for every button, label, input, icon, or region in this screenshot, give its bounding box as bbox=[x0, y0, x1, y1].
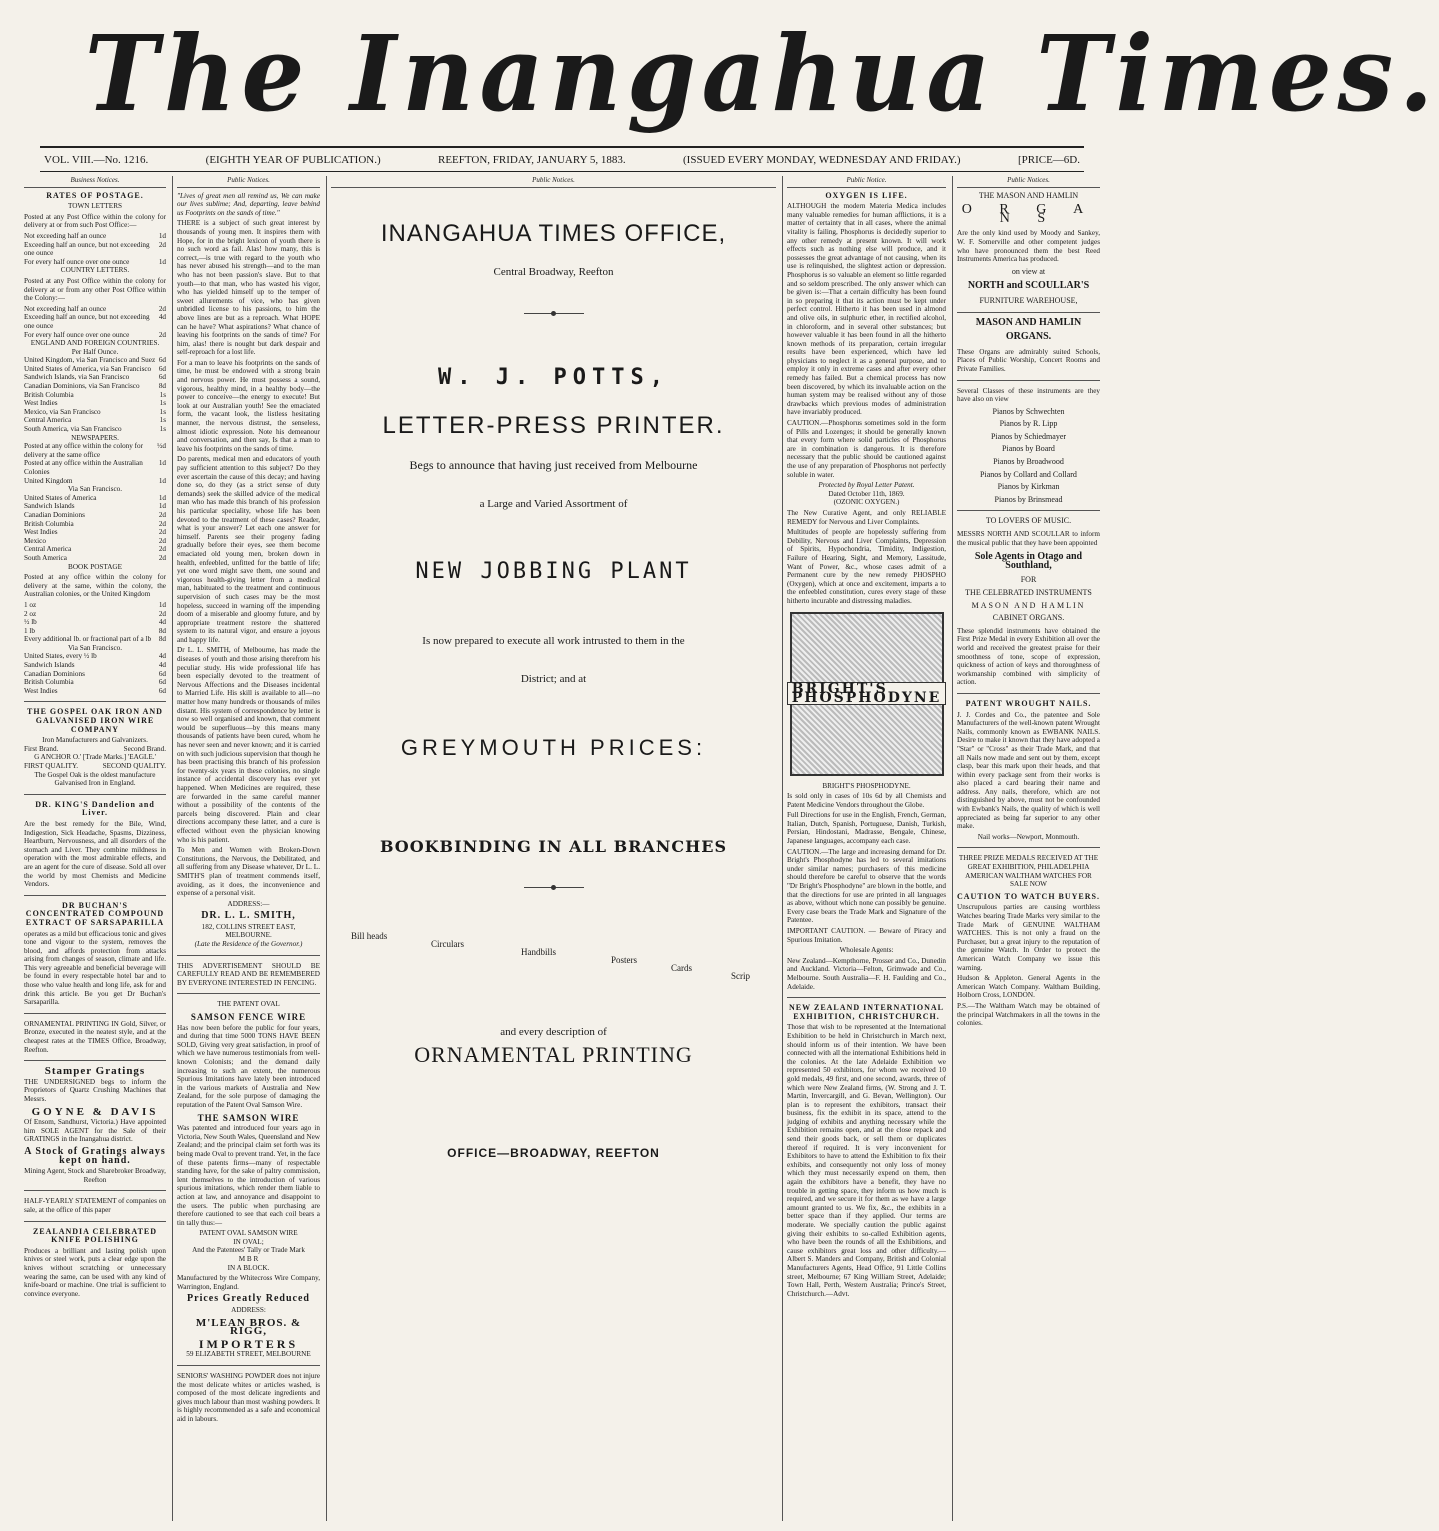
printed-item: Bill heads bbox=[351, 931, 388, 942]
town-rates-list bbox=[24, 232, 166, 266]
rate-row bbox=[24, 331, 166, 340]
in-oval: IN OVAL; bbox=[233, 1237, 264, 1246]
rate-value: 1s bbox=[159, 390, 166, 399]
furniture-warehouse: FURNITURE WAREHOUSE, bbox=[979, 295, 1078, 305]
rate-label: South America bbox=[24, 553, 67, 562]
sf-rates-list bbox=[24, 494, 166, 563]
column-1 bbox=[20, 176, 170, 1521]
important-caution: IMPORTANT CAUTION. — Beware of Piracy and Spurious Imitation. bbox=[787, 927, 946, 944]
greymouth-prices: GREYMOUTH PRICES: bbox=[400, 734, 707, 760]
piano-item: Pianos by Board bbox=[1002, 444, 1055, 454]
rate-row bbox=[24, 477, 166, 486]
every-description: and every description of bbox=[500, 1026, 607, 1039]
rate-row bbox=[24, 520, 166, 529]
adapted-text: These Organs are admirably suited Schools, Places of Public Worship, Concert Rooms and Private Families. bbox=[957, 347, 1100, 373]
printed-item: Circulars bbox=[431, 939, 464, 950]
exhibition-title: NEW ZEALAND INTERNATIONAL EXHIBITION, CHRISTCHURCH. bbox=[789, 1003, 944, 1021]
rate-row bbox=[24, 408, 166, 417]
rate-value: 6d bbox=[158, 373, 166, 382]
waltham: AMERICAN WALTHAM WATCHES FOR SALE NOW bbox=[965, 871, 1092, 889]
printed-item: Cards bbox=[671, 963, 692, 974]
patent-nails-title: PATENT WROUGHT NAILS. bbox=[965, 698, 1092, 708]
rate-value: 2d bbox=[158, 528, 166, 537]
rate-row bbox=[24, 687, 166, 696]
zealandia-text: Produces a brilliant and lasting polish upon knives or steel work, puts a clear edge upon the knives without scratching or unnecessary wearing the same, can be used with any kind of knife-board or machine. One trial is sufficient to convince everyone. bbox=[24, 1246, 166, 1298]
lovers-of-music: TO LOVERS OF MUSIC. bbox=[985, 516, 1072, 526]
gospel-oak-sub: Iron Manufacturers and Galvanizers. bbox=[42, 736, 148, 745]
rate-value: 1s bbox=[159, 425, 166, 434]
mason-hamlin-3: MASON AND HAMLIN bbox=[971, 600, 1086, 610]
rate-label: Central America bbox=[24, 416, 72, 425]
rate-label: Not exceeding half an ounce bbox=[24, 304, 107, 313]
rate-row bbox=[24, 391, 166, 400]
gospel-oak-text: The Gospel Oak is the oldest manufacture Galvanised Iron in England. bbox=[34, 770, 156, 788]
rate-row bbox=[24, 373, 166, 382]
additional-rate: Every additional lb. or fractional part of a lb 8d bbox=[24, 635, 166, 644]
buchan-text: operates as a mild but efficacious tonic and gives tone and vigour to the system, removes the blood, and affords protection from attacks arising from changes of season, climate and life. This very agreeable and beneficial beverage will be found in every respectable hotel bar and to those who value health and long life, ask for and drink this article. Be you get Dr Buchan's Sarsaparilla. bbox=[24, 929, 166, 1007]
trade-marks: G ANCHOR O.' [Trade Marks.] 'EAGLE.' bbox=[34, 753, 156, 762]
caution-watch-text: Unscrupulous parties are causing worthless Watches bearing Trade Marks very similar to the Trade Mark of GENUINE WALTHAM WATCHES. This is not only a fraud on the Purchaser, but a great injury to the reputation of the genuine Watch. In Order to protect the American Watch Company we issue this warning. bbox=[957, 903, 1100, 972]
ozonic: (OZONIC OXYGEN.) bbox=[833, 498, 900, 507]
rate-label: Not exceeding half an ounce bbox=[24, 231, 107, 240]
mclean-bros: M'LEAN BROS. & RIGG, bbox=[195, 1316, 302, 1338]
rate-row bbox=[24, 511, 166, 520]
rate-row bbox=[24, 678, 166, 687]
rate-label: United States of America bbox=[24, 493, 97, 502]
rate-value: 2d bbox=[158, 519, 166, 528]
rate-value: 6d bbox=[158, 364, 166, 373]
rate-label: Canadian Dominions bbox=[24, 510, 85, 519]
rate-row bbox=[24, 305, 166, 314]
column-heading: Public Notices. bbox=[957, 176, 1100, 188]
celebrated: THE CELEBRATED INSTRUMENTS bbox=[965, 588, 1092, 597]
patent-oval: THE PATENT OVAL bbox=[217, 1000, 280, 1009]
country-letters-text: Posted at any Post Office within the colony for delivery at or from any other Post Office within the Colony:— bbox=[24, 276, 166, 303]
rate-value: 4d bbox=[158, 618, 166, 627]
caution-text: CAUTION.—Phosphorus sometimes sold in the form of Pills and Lozenges; it should be generally known that every form where solid particles of Phosphorus are in combination is dangerous. It is therefore necessary that the public should be cautioned against the use of any preparation of Phosphorus not perfectly soluble in water. bbox=[787, 419, 946, 479]
nail-works: Nail works—Newport, Monmouth. bbox=[977, 832, 1080, 841]
piano-item: Pianos by R. Lipp bbox=[999, 419, 1058, 429]
prepared: Is now prepared to execute all work intrusted to them in the bbox=[422, 634, 685, 647]
masthead-title: The Inangahua Times. bbox=[84, 12, 1439, 135]
column-3 bbox=[326, 176, 780, 1521]
office-name: INANGAHUA TIMES OFFICE, bbox=[380, 219, 727, 247]
rate-label: Posted at any office within the Australian Colonies bbox=[24, 459, 143, 476]
organs-2: ORGANS. bbox=[1005, 331, 1052, 343]
mason-hamlin: THE MASON AND HAMLIN bbox=[978, 190, 1079, 200]
rate-value: 2d bbox=[158, 510, 166, 519]
book-postage-text: Posted at any office within the colony for delivery at the same, within the colony, the Australian colonies, or the United Kingdom bbox=[24, 573, 166, 599]
rate-value: 6d bbox=[158, 678, 166, 687]
rate-value: 1d bbox=[158, 476, 166, 485]
newspaper-rates-list bbox=[24, 442, 166, 485]
messrs-text: MESSRS NORTH AND SCOULLAR to inform the musical public that they have been appointed bbox=[957, 530, 1100, 547]
town-letters-text: Posted at any Post Office within the colony for delivery at or from such Post Office:— bbox=[24, 212, 166, 230]
book-postage-heading: BOOK POSTAGE bbox=[68, 562, 122, 571]
rate-value: 1s bbox=[159, 416, 166, 425]
rate-value: 6d bbox=[158, 669, 166, 678]
rate-row bbox=[24, 399, 166, 408]
rate-label: Posted at any office within the colony for delivery at the same office bbox=[24, 442, 144, 459]
jobbing-plant: NEW JOBBING PLANT bbox=[415, 559, 692, 585]
office-broadway: OFFICE—BROADWAY, REEFTON bbox=[447, 1146, 660, 1161]
rate-label: British Columbia bbox=[24, 678, 74, 687]
organs-heading: O R G A N S bbox=[961, 202, 1096, 226]
book-rates-list bbox=[24, 601, 166, 635]
rate-label: Exceeding half an ounce, but not exceeding one ounce bbox=[24, 240, 150, 258]
samson-text: Has now been before the public for four years, and during that time 5000 TONS HAVE BEEN SOLD, Giving very great satisfaction, in proof of which we have numerous testimonials from well-known Colonists; and the demand daily increasing to such an extent, the numerous Spurious Imitations have lately been introduced in the various markets of Australia and New Zealand, for the sole purpose of damaging the reputation of the Patent Oval Samson Wire. bbox=[177, 1023, 320, 1109]
letter-press-printer: LETTER-PRESS PRINTER. bbox=[382, 412, 725, 440]
rate-value: 6d bbox=[158, 686, 166, 695]
rate-value: 1s bbox=[159, 407, 166, 416]
rate-value: 1d bbox=[158, 502, 166, 511]
proprietor-name: W. J. POTTS, bbox=[438, 364, 669, 390]
rate-row bbox=[24, 545, 166, 554]
columns bbox=[20, 176, 1104, 1521]
rate-label: For every half ounce over one ounce bbox=[24, 330, 130, 339]
gospel-oak-title: THE GOSPEL OAK IRON AND GALVANISED IRON WIRE COMPANY bbox=[27, 707, 163, 734]
rate-value: 4d bbox=[158, 661, 166, 670]
address-label: ADDRESS:— bbox=[227, 899, 270, 908]
stamper-title: Stamper Gratings bbox=[44, 1065, 146, 1078]
rate-value: 2d bbox=[158, 545, 166, 554]
piano-item: Pianos by Kirkman bbox=[997, 482, 1060, 492]
rate-label: United Kingdom bbox=[24, 476, 73, 485]
foreign-heading: ENGLAND AND FOREIGN COUNTRIES. bbox=[30, 339, 160, 348]
caution-watch-title: CAUTION TO WATCH BUYERS. bbox=[957, 891, 1100, 901]
rate-row bbox=[24, 313, 166, 330]
rate-row bbox=[24, 554, 166, 563]
rate-label: British Columbia bbox=[24, 390, 74, 399]
rate-value: 2d bbox=[158, 304, 166, 313]
article-paragraph: To Men and Women with Broken-Down Constitutions, the Nervous, the Debilitated, and all suffering from any Disease whatever, Dr L. L. SMITH'S plan of treatment commends itself, avoiding, as it does, the inconvenience and expense of a personal visit. bbox=[177, 846, 320, 898]
brights-title: BRIGHT'S PHOSPHODYNE. bbox=[822, 781, 911, 790]
rate-value: 1d bbox=[158, 257, 166, 266]
protected: Protected by Royal Letter Patent. bbox=[818, 481, 915, 490]
rate-label: Sandwich Islands, via San Francisco bbox=[24, 373, 130, 382]
rate-label: West Indies bbox=[24, 686, 58, 695]
country-rates-list bbox=[24, 305, 166, 339]
volume-number: VOL. VIII.—No. 1216. bbox=[44, 153, 149, 166]
rate-label: 2 oz bbox=[24, 609, 37, 618]
goyne-davis: GOYNE & DAVIS bbox=[31, 1105, 159, 1118]
several-classes: Several Classes of these instruments are they have also on view bbox=[957, 386, 1100, 404]
separator bbox=[524, 887, 584, 888]
rate-label: British Columbia bbox=[24, 519, 74, 528]
rate-row bbox=[24, 610, 166, 619]
exhibition-text: Those that wish to be represented at the International Exhibition to be held in Christchurch in March next, should inform us of their intention. We have been connected with all the international Exhibitions held in the colonies. At the late Adelaide Exhibition we represented 50 exhibitors, for whom we received 10 gold medals, 49 first, and one second, awards, three of which were New Zealand firms, (W. Strong and J. T. Martin, Invercargill, and G. Bevan, Wellington). Our plan is to represent the exhibitors, transact their business, fix the exhibit in its space, attend to the judging of exhibits and anything necessary while the Exhibition remains open, and at the close repack and send their goods back, or sell them or duplicates thereof if required. It is very inconvenient for Exhibitors to have to attend the Exhibition to fix their exhibits, and consequently not only loss of money which they must necessarily expend on them, then again the exhibitors have a benefit, they have no trouble in getting space, they inform us how much is required, and we secure it for them as we have a large amount granted to us. We fix, &c., the exhibits in a better space than if they applied. Our terms are moderate. We specially caution the public against giving their exhibits to so-called Exhibition agents, who have been the rounds of all the Exhibitions, and cause exhibitors great loss and other difficulty.—Albert S. Manders and Company, British and Colonial Manufacturers Agents, Head Office, 91 Little Collins street, Melbourne; 67 King William Street, Adelaide; Town Hall, Perth, Western Australia; Prince's Street, Christchurch.—Advt. bbox=[787, 1023, 946, 1298]
sf2-rates-list bbox=[24, 652, 166, 695]
zealandia-title: ZEALANDIA CELEBRATED KNIFE POLISHING bbox=[32, 1226, 158, 1245]
column-heading: Business Notices. bbox=[24, 176, 166, 188]
importers: IMPORTERS bbox=[198, 1336, 299, 1351]
rate-value: 8d bbox=[158, 382, 166, 391]
doctor-address-1: 182, COLLINS STREET EAST, bbox=[201, 922, 296, 931]
rate-row bbox=[24, 618, 166, 627]
rate-row bbox=[24, 382, 166, 391]
directions: Full Directions for use in the English, French, German, Italian, Dutch, Spanish, Portuguese, Danish, Turkish, Persian, Hindostani, Madrasse, Bengale, Chinese, Japanese languages, accompany each case. bbox=[787, 811, 946, 846]
wholesale-agents: New Zealand—Kempthorne, Prosser and Co., Dunedin and Auckland. Victoria—Felton, Grimwade and Co., Melbourne. South Australia—F. H. Faulding and Co., Adelaide. bbox=[787, 956, 946, 991]
dated: Dated October 11th, 1869. bbox=[828, 489, 905, 498]
piano-list bbox=[957, 408, 1100, 505]
rate-value: 2d bbox=[158, 553, 166, 562]
wholesale-heading: Wholesale Agents: bbox=[839, 946, 894, 955]
in-block: IN A BLOCK. bbox=[227, 1263, 270, 1272]
oxygen-title: OXYGEN IS LIFE. bbox=[825, 190, 908, 200]
postscript: P.S.—The Waltham Watch may be obtained of the principal Watchmakers in all the towns in the colonies. bbox=[957, 1001, 1100, 1028]
seniors-washing-powder: SENIORS' WASHING POWDER does not injure the most delicate whites or articles washed, is composed of the most delicate ingredients and gives much labour than most washing powders. It is highly recommended as a safe and economical aid in labours. bbox=[177, 1372, 320, 1423]
piano-item: Pianos by Schwechten bbox=[992, 406, 1065, 416]
rate-value: 6d bbox=[158, 356, 166, 365]
elizabeth-street: 59 ELIZABETH STREET, MELBOURNE bbox=[186, 1350, 311, 1359]
postage-title: RATES OF POSTAGE. bbox=[46, 190, 144, 200]
patent-oval-2: PATENT OVAL SAMSON WIRE bbox=[199, 1229, 298, 1238]
mining-agent: Mining Agent, Stock and Sharebroker Broadway, Reefton bbox=[24, 1167, 166, 1184]
quality-row: FIRST QUALITY. SECOND QUALITY. bbox=[24, 762, 166, 770]
year-of-publication: (EIGHTH YEAR OF PUBLICATION.) bbox=[205, 153, 381, 166]
rate-row bbox=[24, 528, 166, 537]
rate-value: 2d bbox=[158, 240, 166, 249]
price: [PRICE—6D. bbox=[1017, 153, 1080, 166]
doctor-address-2: MELBOURNE. bbox=[225, 931, 272, 940]
rate-label: Sandwich Islands bbox=[24, 661, 75, 670]
stock-of-gratings: A Stock of Gratings always kept on hand. bbox=[24, 1145, 166, 1166]
office-address: Central Broadway, Reefton bbox=[493, 266, 614, 279]
rate-label: ½ lb bbox=[24, 618, 37, 627]
north-scoullar: NORTH and SCOULLAR'S bbox=[967, 280, 1090, 292]
rate-label: For every half ounce over one ounce bbox=[24, 257, 130, 266]
rate-value: 1d bbox=[158, 459, 166, 468]
rate-label: 1 oz bbox=[24, 600, 37, 609]
fencing-advert: THIS ADVERTISEMENT SHOULD BE CAREFULLY READ AND BE REMEMBERED BY EVERYONE INTERESTED IN FENCING. bbox=[177, 961, 320, 987]
rate-label: Canadian Dominions bbox=[24, 669, 85, 678]
patent-nails-text: J. J. Cordes and Co., the patentee and Sole Manufacturers of the well-known patent Wrought Nails, commonly known as EWBANK NAILS. Desire to make it known that they have adopted a "Star" or "Cross" as their Trade Mark, and that all Nails now made and sent out by them, except clasp, bear this mark upon their heads, and that within every package sent from their works is also placed a card bearing their name and address. Any nails, therefore, which are not distinguished by above, must not be confounded with Ewbank's Nails, the quality of which is well appreciated as being far superior to any other make. bbox=[957, 710, 1100, 831]
town-letters-heading: TOWN LETTERS bbox=[68, 202, 122, 211]
bookbinding: BOOKBINDING IN ALL BRANCHES bbox=[379, 836, 728, 856]
for: FOR bbox=[1020, 575, 1037, 585]
brand-row: First Brand. Second Brand. bbox=[24, 744, 166, 753]
rate-row bbox=[24, 627, 166, 636]
rate-row bbox=[24, 258, 166, 267]
splendid-text: These splendid instruments have obtained the First Prize Medal in every Exhibition all over the world and received the greatest praise for their smoothness of tone, scope of expression, quickness of action of keys and thoroughness of workmanship combined with simplicity of action. bbox=[957, 626, 1100, 687]
rate-label: West Indies bbox=[24, 528, 58, 537]
samson-text-2: Was patented and introduced four years ago in Victoria, New South Wales, Queensland and New Zealand; and the principal claim set forth was its being made Oval to prevent trand. Yet, in the face of these patents firms—many of respectable standing have, for the sake of paltry commission, lent themselves to the introduction of various spurious imitations, which render them liable to action at law, and annoyance and disappoint to the users. The public when purchasing are therefore cautioned to see that each coil bears a tin tally thus:— bbox=[177, 1124, 320, 1227]
piano-item: Pianos by Brinsmead bbox=[994, 494, 1063, 504]
rate-row bbox=[24, 356, 166, 365]
rate-label: Mexico bbox=[24, 536, 46, 545]
rate-value: 1d bbox=[158, 493, 166, 502]
king-title: DR. KING'S Dandelion and Liver. bbox=[35, 799, 155, 818]
goyne-sub: Of Ensom, Sandhurst, Victoria.) Have appointed him SOLE AGENT for the Sale of their GRATINGS in the Inangahua district. bbox=[24, 1118, 166, 1144]
ornamental-printing: ORNAMENTAL PRINTING bbox=[414, 1041, 693, 1067]
doctor-note: (Late the Residence of the Governor.) bbox=[194, 940, 303, 949]
poem: "Lives of great men all remind us, We can make our lives sublime; And, departing, leave behind us Footprints on the sands of time." bbox=[177, 191, 320, 217]
doctor-name: DR. L. L. SMITH, bbox=[201, 910, 296, 922]
rate-value: 1s bbox=[159, 399, 166, 408]
rate-value: ½d bbox=[157, 442, 166, 451]
patentees: And the Patentees' Tally or Trade Mark bbox=[192, 1246, 305, 1255]
via-sf-heading-2: Via San Francisco. bbox=[67, 643, 123, 652]
address-label-2: ADDRESS: bbox=[231, 1306, 266, 1315]
printed-items bbox=[331, 928, 776, 988]
rate-row bbox=[24, 365, 166, 374]
three-prize: THREE PRIZE MEDALS RECEIVED AT THE GREAT EXHIBITION, PHILADELPHIA bbox=[958, 854, 1099, 872]
article-paragraph: THERE is a subject of such great interest by thousands of young men. It inspires them with Hope, for in the bright lexicon of youth there is no such word as fail. Alas! how many, this is correct,—is true with regard to the youth who has never abused his strength—and to the man who has not been passion's slave. But to that youth—to that man, who has wasted his vigor, who has yielded himself up to the temper of sweet allurements of vice, who has given unbridled license to his passions, to him the above lines are but as a reproach. What HOPE can he have? What aspirations? What chance of leaving his footprints on the sands of time? For him, alas! there is nought but dark despair and self-reproach for a lost life. bbox=[177, 219, 320, 357]
rate-label: Exceeding half an ounce, but not exceeding one ounce bbox=[24, 313, 150, 330]
manufactured: Manufactured by the Whitecross Wire Company, Warrington, England. bbox=[177, 1274, 320, 1291]
oxygen-text: ALTHOUGH the modern Materia Medica includes many valuable remedies for human afflictions, it is a matter of certainty that in all cases, where the animal vitality is failing, Phosphorus is decidedly superior to any other remedy at present known. It will work effects such as nothing else will produce, and it possesses the great advantage of not causing, when its use is relinquished, the slightest action or depression. Phosphorus is so valuable an element so little regarded and so seldom prescribed. The only answer which can be given is:—That a certain difficulty has been found in so preparing it that its action must be kept under perfect control. Hitherto it has been used in almond and olive oils, in sulphuric ether, in rectified alcohol, in chloroform, and in several other substances; but however valuable it has been found in all the hitherto known methods of its preparation, certain irregular results have been experienced, which have led physicians to neglect it as a general purpose, and to employ it only in extreme cases and after every other remedy has failed. But a chemical process has now been discovered, by which its invaluable action on the human system may be realised without any of those drawbacks which previous modes of administration have invariably produced. bbox=[787, 202, 946, 417]
printed-item: Scrip bbox=[731, 971, 750, 982]
country-letters-heading: COUNTRY LETTERS. bbox=[60, 266, 130, 275]
sole-agents: Sole Agents in Otago and Southland, bbox=[974, 551, 1083, 571]
via-sf-heading: Via San Francisco. bbox=[67, 485, 123, 494]
rate-row bbox=[24, 459, 166, 476]
printing-advertisement bbox=[331, 219, 776, 1161]
rate-value: 2d bbox=[158, 330, 166, 339]
column-5 bbox=[952, 176, 1104, 1521]
half-yearly: HALF-YEARLY STATEMENT of companies on sale, at the office of this paper bbox=[24, 1197, 166, 1214]
column-4 bbox=[782, 176, 950, 1521]
rate-value: 4d bbox=[158, 652, 166, 661]
rate-row bbox=[24, 232, 166, 241]
rate-row bbox=[24, 241, 166, 258]
rate-row bbox=[24, 661, 166, 670]
phosphodyne-engraving bbox=[790, 612, 944, 776]
sold-text: Is sold only in cases of 10s 6d by all Chemists and Patent Medicine Vendors throughout the Globe. bbox=[787, 792, 946, 809]
agents-text: Hudson & Appleton. General Agents in the American Watch Company. Waltham Building, Holborn Cross, LONDON. bbox=[957, 974, 1100, 1000]
rate-row bbox=[24, 442, 166, 459]
piano-item: Pianos by Schiedmayer bbox=[990, 431, 1067, 441]
mason-hamlin-2: MASON AND HAMLIN bbox=[975, 316, 1082, 328]
organs-text: Are the only kind used by Moody and Sankey, W. F. Somerville and other competent judges who have pronounced them the best Reed Instruments America has produced. bbox=[957, 229, 1100, 264]
announcement: Begs to announce that having just received from Melbourne bbox=[409, 457, 698, 472]
rate-value: 1d bbox=[158, 600, 166, 609]
rate-row bbox=[24, 537, 166, 546]
assortment: a Large and Varied Assortment of bbox=[479, 497, 628, 510]
trade-mark: M B R bbox=[238, 1255, 259, 1264]
rate-label: West Indies bbox=[24, 399, 58, 408]
rate-label: Mexico, via San Francisco bbox=[24, 407, 101, 416]
caution-2: CAUTION.—The large and increasing demand for Dr. Bright's Phosphodyne has led to several imitations under similar names; purchasers of this medicine should therefore be careful to observe that the words "Dr Bright's Phosphodyne" are blown in the bottle, and that the directions for use are printed in all languages as above, without which none can possibly be genuine. Every case bears the Trade Mark and Signature of the Patentee. bbox=[787, 847, 946, 925]
district: District; and at bbox=[520, 673, 587, 686]
rate-row bbox=[24, 502, 166, 511]
cabinet-organs: CABINET ORGANS. bbox=[992, 613, 1065, 623]
piano-item: Pianos by Broadwood bbox=[993, 457, 1064, 467]
rate-label: Sandwich Islands bbox=[24, 502, 75, 511]
rate-label: United Kingdom, via San Francisco and Suez bbox=[24, 356, 156, 365]
article-paragraph: For a man to leave his footprints on the sands of time, he must be endowed with a strong brain and nervous power. He must possess a sound, vigorous, healthy mind, in a healthy body—the power to conceive—the energy to execute! But look at our Australian youth! See the emaciated form, the vacant look, the listless hesitating manner, the nervous distrust, the senseless, almost idiotic expression. Note his demeanour and conversation, and then say, Is that a man to leave his footprints on the sands of time. bbox=[177, 358, 320, 453]
rate-row bbox=[24, 652, 166, 661]
newspapers-heading: NEWSPAPERS. bbox=[71, 433, 119, 442]
masthead bbox=[60, 12, 1439, 135]
rate-label: 1 lb bbox=[24, 626, 35, 635]
foreign-rates-list bbox=[24, 356, 166, 433]
rate-label: United States, every ½ lb bbox=[24, 652, 97, 661]
ornamental-printing-ad: ORNAMENTAL PRINTING IN Gold, Silver, or Bronze, executed in the neatest style, and at the cheapest rates at the TIMES Office, Broadway, Reefton. bbox=[24, 1019, 166, 1054]
buchan-title: DR BUCHAN'S CONCENTRATED COMPOUND EXTRACT OF SARSAPARILLA bbox=[25, 900, 165, 927]
rate-row bbox=[24, 670, 166, 679]
column-heading: Public Notice. bbox=[787, 176, 946, 188]
rate-row bbox=[24, 494, 166, 503]
samson-wire-title: THE SAMSON WIRE bbox=[197, 1112, 300, 1123]
article-paragraph: Dr L. L. SMITH, of Melbourne, has made the diseases of youth and those arising therefrom his peculiar study. His wide professional life has been especially devoted to the treatment of Nervous Affections and the Diseases incidental to Married Life. His skill is available to all—no matter how many hundreds or thousands of miles distant. His system of correspondence by letter is now so well organised and known, that comment would be superfluous—by this means many thousands of patients have been cured, whom he has never seen and never known; and it is carried on with such judicious supervision that though he has been practising this branch of his profession for twenty-six years in these colonies, no single instance of accidental discovery has ever yet happened. When Medicines are required, these are forwarded in the same careful manner without a possibility of the contents of the parcels being discovered. Plain and clear directions accompany these latter, and a cure is effected without even the physician knowing who is his patient. bbox=[177, 646, 320, 844]
column-heading: Public Notices. bbox=[331, 176, 776, 188]
rate-row bbox=[24, 601, 166, 610]
prices-reduced: Prices Greatly Reduced bbox=[187, 1293, 310, 1305]
per-half-ounce: Per Half Ounce. bbox=[71, 347, 119, 356]
separator bbox=[524, 313, 584, 314]
column-2 bbox=[172, 176, 324, 1521]
rate-row bbox=[24, 416, 166, 425]
place-and-date: REEFTON, FRIDAY, JANUARY 5, 1883. bbox=[437, 153, 626, 166]
piano-item: Pianos by Collard and Collard bbox=[980, 469, 1077, 479]
engraving-label: BRIGHT'S PHOSPHODYNE bbox=[787, 682, 947, 705]
rate-value: 1d bbox=[158, 231, 166, 240]
multitudes: Multitudes of people are hopelessly suffering from Debility, Nervous and Liver Complaints, Depression of Spirits, Hypochondria, Timidity, Indigestion, Failure of Hearing, Sight, and Memory, Lassitude, Want of Power, &c., whose cases admit of a Permanent cure by the new remedy PHOSPHO (Oxygen), which at once and excitement, imparts a to the enfeebled constitution, cures every stage of these hitherto incurable and distressing maladies. bbox=[787, 528, 946, 605]
rate-value: 4d bbox=[158, 313, 166, 322]
rate-label: South America, via San Francisco bbox=[24, 425, 122, 434]
issue-schedule: (ISSUED EVERY MONDAY, WEDNESDAY AND FRIDAY.) bbox=[683, 153, 961, 166]
rate-label: Canadian Dominions, via San Francisco bbox=[24, 382, 140, 391]
rate-label: United States of America, via San Francisco bbox=[24, 364, 152, 373]
dateline bbox=[40, 146, 1084, 172]
rate-row bbox=[24, 425, 166, 434]
samson-title: SAMSON FENCE WIRE bbox=[190, 1012, 307, 1023]
rate-label: Central America bbox=[24, 545, 72, 554]
printed-item: Posters bbox=[611, 955, 638, 966]
printed-item: Handbills bbox=[521, 947, 556, 958]
king-text: Are the best remedy for the Bile, Wind, Indigestion, Sick Headache, Spasms, Dizziness, Heartburn, Nervousness, and all disorders of the stomach and Liver. They combine mildness in operation with the most admirable effects, and are an agent for the cure of disease. Sold all over the world by most Chemists and Medicine Vendors. bbox=[24, 819, 166, 889]
rate-value: 8d bbox=[158, 626, 166, 635]
article-paragraph: Do parents, medical men and educators of youth pay sufficient attention to this subject? Do they ever ascertain the cause of this decay; and having done so, do they (as a strict sense of duty demands) seek the skilled advice of the medical man who has made this branch of his profession his particular speciality, whose life has been devoted to the treatment of these cases? Reader, what is your answer? Let each one answer for himself. Parents see their progeny fading gradually before their eyes, see them become emaciated old young men, broken down in health, enfeebled, unfitted for the battle of life; yet one word might save them, one sound and vigorous health-giving letter from a medical man, habituated to the treatment and continuous supervision of such cases may be the most hopeless, succeed in warning off the impending doom of a miserable and gloomy future, and by appropriate treatment restore the shattered system to its natural vigor, and ensure a joyous and happy life. bbox=[177, 455, 320, 644]
rate-value: 2d bbox=[158, 536, 166, 545]
on-view: on view at bbox=[1011, 266, 1046, 276]
column-heading: Public Notices. bbox=[177, 176, 320, 188]
stamper-text: THE UNDERSIGNED begs to inform the Proprietors of Quartz Crushing Machines that Messrs. bbox=[24, 1077, 166, 1103]
rate-value: 2d bbox=[158, 609, 166, 618]
new-cure: The New Curative Agent, and only RELIABLE REMEDY for Nervous and Liver Complaints. bbox=[787, 508, 946, 526]
